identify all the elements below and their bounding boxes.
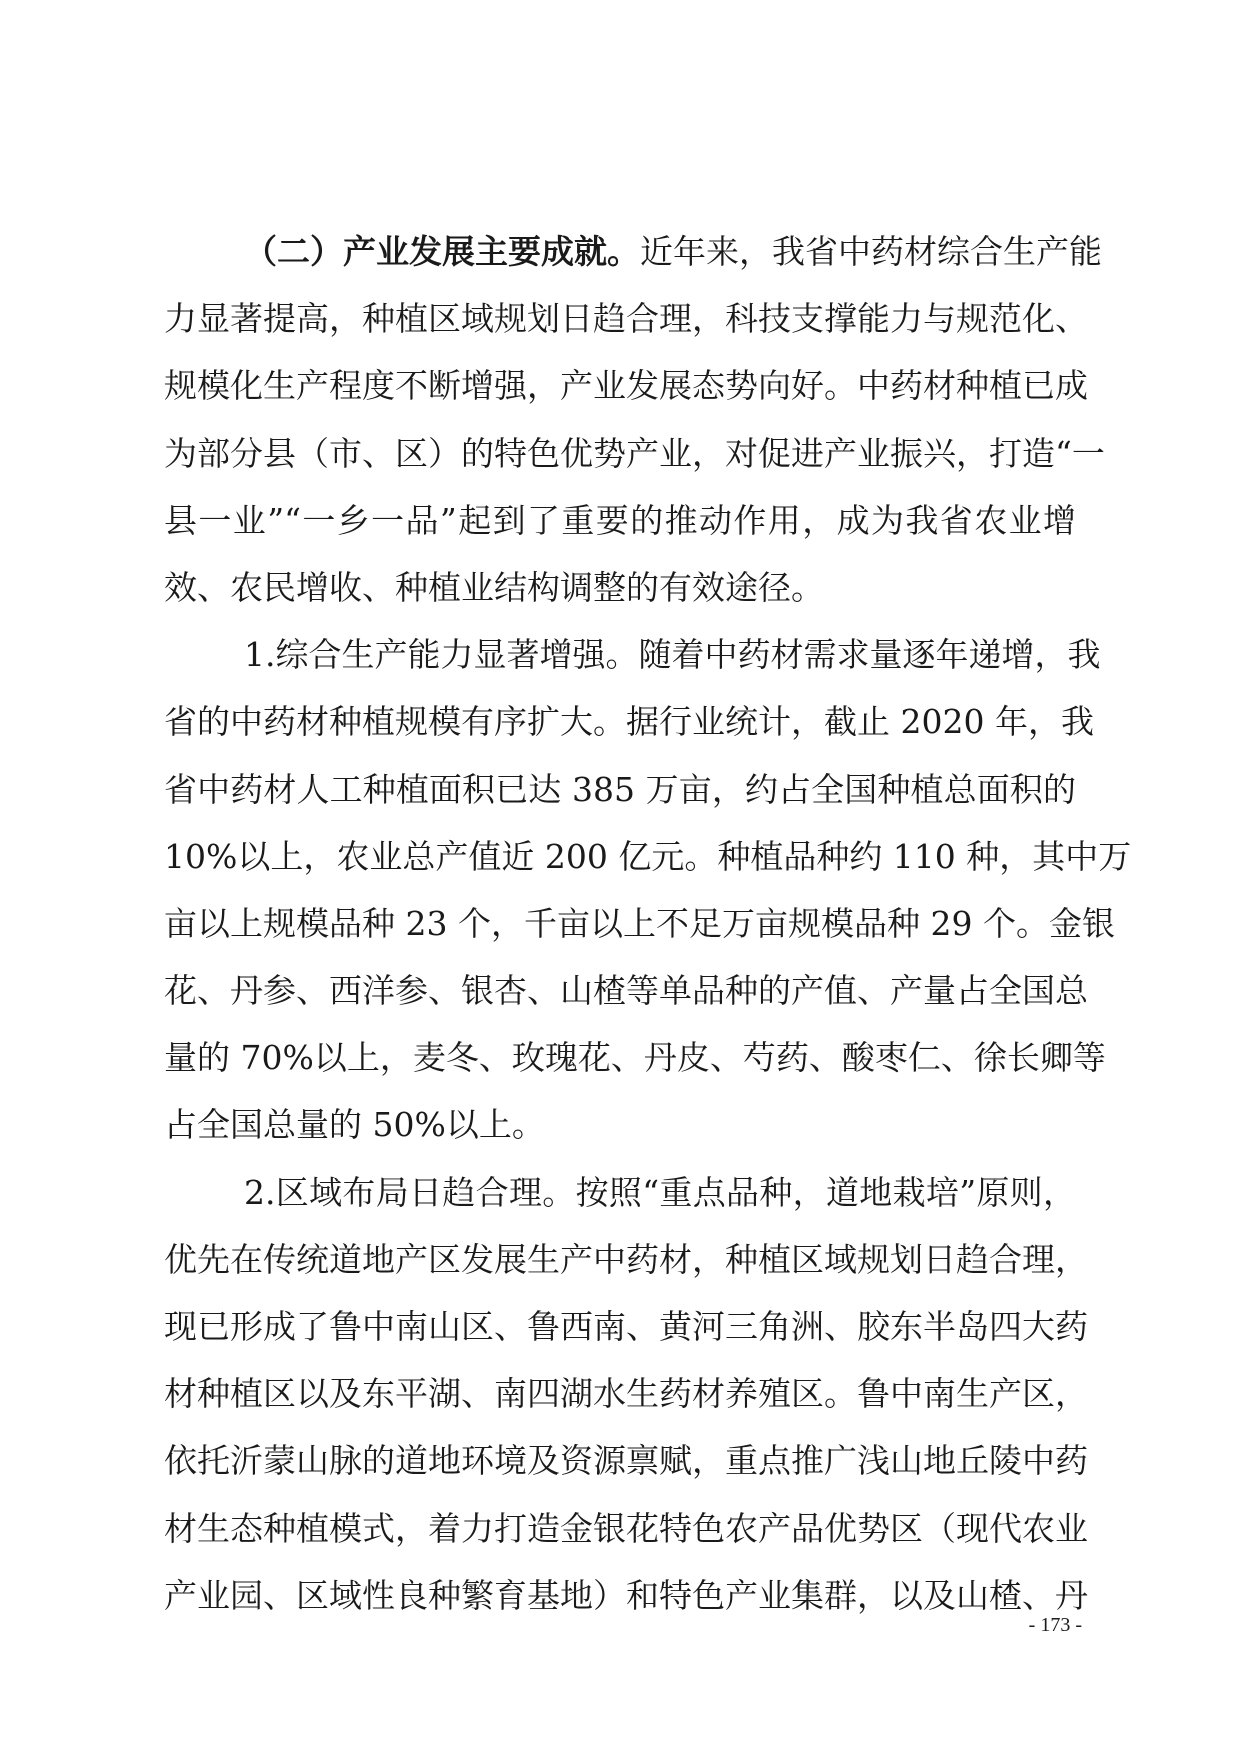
text-line: 规模化生产程度不断增强，产业发展态势向好。中药材种植已成 <box>164 366 1088 406</box>
text-line: 花、丹参、西洋参、银杏、山楂等单品种的产值、产量占全国总 <box>164 971 1088 1011</box>
section-text: 近年来，我省中药材综合生产能 <box>640 232 1102 271</box>
item-1-heading-line: 1.综合生产能力显著增强。随着中药材需求量逐年递增，我 <box>244 635 1101 675</box>
text-line: 优先在传统道地产区发展生产中药材，种植区域规划日趋合理， <box>164 1239 1088 1279</box>
text-line: 力显著提高，种植区域规划日趋合理，科技支撑能力与规范化、 <box>164 299 1088 339</box>
text-line: 材生态种植模式，着力打造金银花特色农产品优势区（现代农业 <box>164 1508 1088 1548</box>
text-line: 依托沂蒙山脉的道地环境及资源禀赋，重点推广浅山地丘陵中药 <box>164 1441 1088 1481</box>
body-text <box>164 218 1132 1629</box>
page-number: - 173 - <box>1028 1614 1082 1636</box>
text-line: 县一业”“一乡一品”起到了重要的推动作用，成为我省农业增 <box>164 500 1076 540</box>
text-line: 占全国总量的 50%以上。 <box>164 1105 545 1145</box>
text-line: 现已形成了鲁中南山区、鲁西南、黄河三角洲、胶东半岛四大药 <box>164 1307 1088 1346</box>
item-2-heading-line: 2.区域布局日趋合理。按照“重点品种，道地栽培”原则， <box>244 1172 1076 1212</box>
section-heading-line <box>164 218 1102 285</box>
text-line: 省中药材人工种植面积已达 385 万亩，约占全国种植总面积的 <box>164 769 1076 809</box>
text-line: 省的中药材种植规模有序扩大。据行业统计，截止 2020 年，我 <box>164 702 1094 742</box>
section-heading: （二）产业发展主要成就。 <box>244 232 640 271</box>
text-line: 产业园、区域性良种繁育基地）和特色产业集群，以及山楂、丹 <box>164 1575 1088 1615</box>
text-line: 量的 70%以上，麦冬、玫瑰花、丹皮、芍药、酸枣仁、徐长卿等 <box>164 1038 1106 1078</box>
text-line: 亩以上规模品种 23 个，千亩以上不足万亩规模品种 29 个。金银 <box>164 903 1115 943</box>
text-line: 材种植区以及东平湖、南四湖水生药材养殖区。鲁中南生产区， <box>164 1374 1088 1414</box>
text-line: 10%以上，农业总产值近 200 亿元。种植品种约 110 种，其中万 <box>164 836 1132 876</box>
text-line: 为部分县（市、区）的特色优势产业，对促进产业振兴，打造“一 <box>164 433 1105 473</box>
text-line: 效、农民增收、种植业结构调整的有效途径。 <box>164 567 824 607</box>
